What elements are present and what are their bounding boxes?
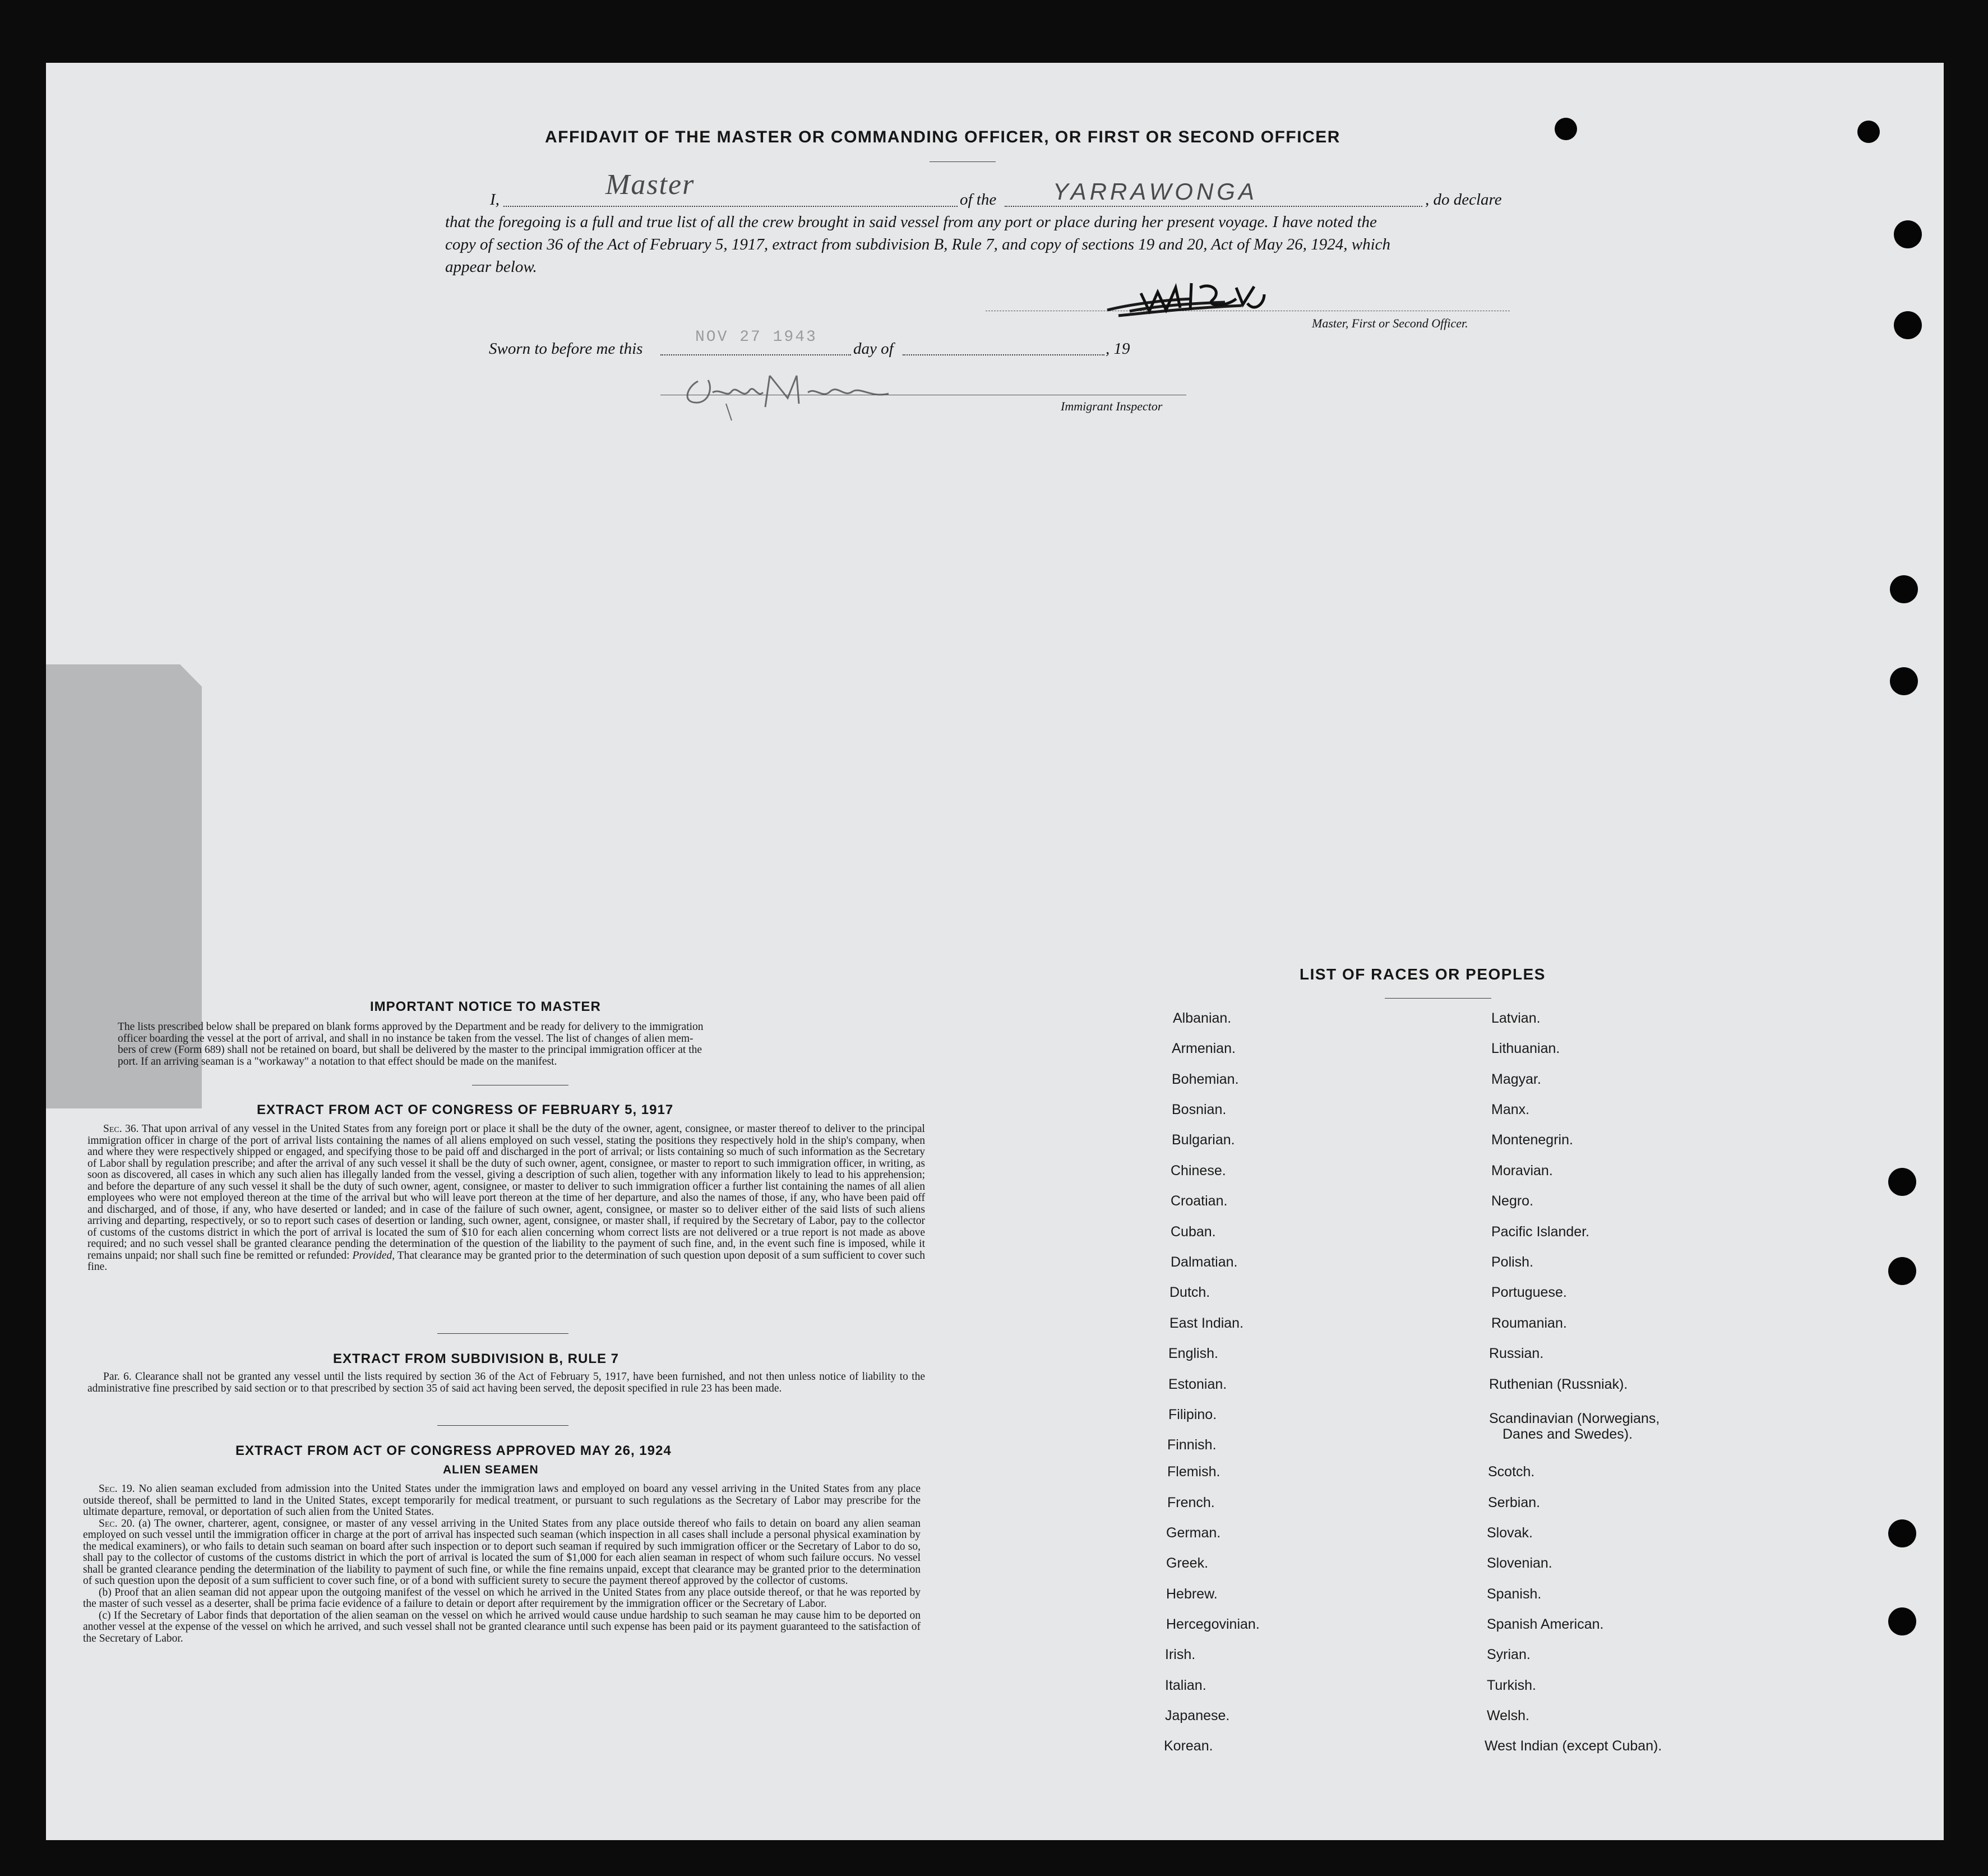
race-item: Portuguese. (1491, 1284, 1567, 1300)
race-item: Welsh. (1487, 1708, 1529, 1723)
race-item: Hercegovinian. (1166, 1616, 1260, 1632)
race-item: Armenian. (1172, 1041, 1236, 1056)
affidavit-body-line2: copy of section 36 of the Act of February 5, 1917, extract from subdivision B, Rule 7, and copy of sections 19 and 20, Act of May 26, 1924, which (445, 235, 1391, 253)
notice-title: IMPORTANT NOTICE TO MASTER (370, 999, 601, 1014)
punch-hole (1890, 667, 1918, 695)
races-title: LIST OF RACES OR PEOPLES (1300, 965, 1546, 983)
race-item: Estonian. (1168, 1376, 1227, 1392)
race-item: Moravian. (1491, 1163, 1553, 1179)
master-signature (1096, 271, 1281, 327)
race-item: Slovak. (1487, 1525, 1533, 1541)
race-item: Japanese. (1165, 1708, 1230, 1723)
race-item: Chinese. (1171, 1163, 1226, 1179)
sec19-text: No alien seaman excluded from admission into the United States under the immigration laws and employed on board any vessel arriving in the United States from any place outside thereof, shall be permitted to land in the United States, except temporarily for medical treatment, or pursuant to such regulations as the Secretary of Labor may prescribe for the ultimate departure, removal, or deportation of such alien from the United States. (83, 1483, 921, 1518)
race-item: French. (1167, 1495, 1215, 1510)
race-item: Manx. (1491, 1102, 1530, 1117)
race-item: Negro. (1491, 1193, 1534, 1209)
sec20a-paragraph (83, 1518, 921, 1587)
race-item: Croatian. (1171, 1193, 1228, 1209)
year-label: , 19 (1106, 340, 1130, 358)
extract-1917-body (87, 1124, 925, 1273)
races-title-divider (1385, 998, 1491, 999)
date-stamp: NOV 27 1943 (695, 329, 817, 346)
sec20b-text: (b) Proof that an alien seaman did not appear upon the outgoing manifest of the vessel on which he arrived in the United States from any place outside thereof, or that he was reported by the master of such vessel as a deserter, shall be prima facie evidence of a failure to detain or deport after requirement by the immigration officer or the Secretary of Labor. (83, 1586, 921, 1610)
race-item: Bosnian. (1172, 1102, 1227, 1117)
punch-hole (1894, 311, 1922, 339)
race-item: Spanish. (1487, 1586, 1542, 1602)
master-caption: Master, First or Second Officer. (1312, 316, 1468, 330)
race-item: Cuban. (1171, 1224, 1216, 1240)
race-item: Flemish. (1167, 1464, 1220, 1480)
sec19-paragraph (83, 1484, 921, 1518)
race-item: Serbian. (1488, 1495, 1541, 1510)
sworn-month-line (903, 354, 1104, 355)
vessel-name[interactable]: YARRAWONGA (1053, 178, 1257, 205)
of-the-label: of the (960, 191, 997, 209)
race-item: Polish. (1491, 1254, 1534, 1270)
sec20b-paragraph (83, 1587, 921, 1610)
declare-label: , do declare (1425, 191, 1502, 209)
punch-hole (1888, 1257, 1916, 1285)
extract-1924-body (83, 1484, 921, 1644)
extract-1917-title: EXTRACT FROM ACT OF CONGRESS OF FEBRUARY 5, 1917 (257, 1102, 674, 1117)
notice-line: port. If an arriving seaman is a "workaway" a notation to that effect should be made on the manifest. (118, 1055, 557, 1068)
race-item: Magyar. (1491, 1071, 1541, 1087)
sec20-label: Sec. 20. (99, 1517, 135, 1530)
sec36-label: Sec. 36. (103, 1123, 139, 1135)
race-item: Spanish American. (1487, 1616, 1604, 1632)
vessel-line (1005, 206, 1422, 207)
race-item: Greek. (1166, 1555, 1209, 1571)
race-item: Russian. (1489, 1346, 1544, 1361)
race-item: Lithuanian. (1491, 1041, 1560, 1056)
race-item: Pacific Islander. (1491, 1224, 1590, 1240)
race-item: Albanian. (1173, 1010, 1232, 1026)
notice-line: officer boarding the vessel at the port of arrival, and shall in no instance be taken from the vessel. The list of changes of alien mem- (118, 1032, 694, 1045)
section-divider (437, 1333, 568, 1334)
punch-hole (1888, 1168, 1916, 1196)
declarant-line (503, 206, 958, 207)
declarant-label: I, (490, 191, 500, 209)
race-item: Slovenian. (1487, 1555, 1552, 1571)
sec36-text-end: That clearance may be granted prior to the determination of such question upon deposit of a sum sufficient to cover such fine. (87, 1249, 925, 1273)
race-item: Bohemian. (1172, 1071, 1239, 1087)
race-item: Syrian. (1487, 1647, 1531, 1662)
sec20c-paragraph (83, 1610, 921, 1645)
race-item: Turkish. (1487, 1678, 1536, 1693)
punch-hole (1555, 118, 1577, 140)
provided-label: Provided, (352, 1249, 395, 1262)
inspector-signature-line (660, 394, 1186, 395)
punch-hole (1857, 121, 1880, 143)
notice-body (118, 1022, 925, 1068)
sworn-label: Sworn to before me this (489, 340, 643, 358)
race-item: Montenegrin. (1491, 1132, 1573, 1148)
sworn-date-line (660, 354, 851, 355)
alien-seamen-subtitle: ALIEN SEAMEN (443, 1463, 539, 1476)
affidavit-body-line3: appear below. (445, 258, 537, 276)
notice-line: The lists prescribed below shall be prepared on blank forms approved by the Department and be ready for delivery to the immigration (118, 1021, 704, 1033)
rule7-body (87, 1371, 925, 1394)
affidavit-body-line1: that the foregoing is a full and true list of all the crew brought in said vessel from any port or place during her present voyage. I have noted the (445, 213, 1377, 231)
race-item: Finnish. (1167, 1437, 1217, 1453)
race-item: Korean. (1164, 1738, 1213, 1754)
race-item: Italian. (1165, 1678, 1206, 1693)
race-item: Scandinavian (Norwegians, (1489, 1411, 1660, 1426)
inspector-caption: Immigrant Inspector (1061, 399, 1163, 413)
race-item: Scotch. (1488, 1464, 1535, 1480)
race-item: West Indian (except Cuban). (1485, 1738, 1662, 1754)
sec36-text: That upon arrival of any vessel in the United States from any foreign port or place it shall be the duty of the owner, agent, consignee, or master thereof to deliver to the principal immigration officer in charge of the port of arrival lists containing the names of all aliens employed on such vessel, stating the positions they respectively hold in the ship's company, when and where they were respectively shipped or engaged, and specifying those to be paid off and discharged in the port of arrival; or lists containing so much of such information as the Secretary of Labor shall by regulation prescribe; and after the arrival of any such vessel it shall be the duty of such owner, agent, consignee, or master to report to such immigration officer, in writing, as soon as discovered, all cases in which any such alien has illegally landed from the vessel, giving a description of such alien, together with any information likely to lead to his apprehension; and before the departure of any such vessel it shall be the duty of such owner, agent, consignee, or master to deliver to such immigration officer a further list containing the names of all alien employees who were not employed thereon at the time of the arrival but who will leave port thereon at the time of her departure, and also the names of those, if any, who have been paid off and discharged, and of those, if any, who have deserted or landed; and in case of the failure of such owner, agent, consignee, or master so to deliver either of the said lists of such aliens arriving and departing, respectively, or so to report such cases of desertion or landing, such owner, agent, consignee, or master shall, if required by the Secretary of Labor, pay to the collector of customs of the customs district in which the port of arrival is located the sum of $10 for each alien concerning whom correct lists are not delivered or a true report is not made as above required; and no such vessel shall be granted clearance pending the determination of the question of the liability to the payment of such fine, and, in the event such fine is imposed, while it remains unpaid; nor shall such fine be remitted or refunded: (87, 1123, 925, 1262)
race-item: Ruthenian (Russniak). (1489, 1376, 1628, 1392)
section-divider (437, 1425, 568, 1426)
declarant-value[interactable]: Master (605, 169, 695, 201)
punch-hole (1890, 575, 1918, 603)
day-of-label: day of (853, 340, 894, 358)
punch-hole (1888, 1607, 1916, 1635)
race-item: Latvian. (1491, 1010, 1541, 1026)
punch-hole (1894, 220, 1922, 248)
race-item: Irish. (1165, 1647, 1196, 1662)
sec19-label: Sec. 19. (99, 1483, 135, 1495)
affidavit-title: AFFIDAVIT OF THE MASTER OR COMMANDING OFFICER, OR FIRST OR SECOND OFFICER (545, 128, 1340, 146)
race-item: Roumanian. (1491, 1315, 1567, 1331)
rule7-title: EXTRACT FROM SUBDIVISION B, RULE 7 (333, 1351, 619, 1366)
sec20c-text: (c) If the Secretary of Labor finds that deportation of the alien seaman on the vessel on which he arrived would cause undue hardship to such seaman he may cause him to be deported on another vessel at the expense of the vessel on which he arrived, and such vessel shall not be granted clearance until such expense has been paid or its payment guaranteed to the satisfaction of the Secretary of Labor. (83, 1609, 921, 1644)
race-item: Danes and Swedes). (1502, 1426, 1633, 1442)
title-divider (930, 161, 996, 162)
race-item: Hebrew. (1166, 1586, 1218, 1602)
race-item: East Indian. (1169, 1315, 1244, 1331)
rule7-text: Par. 6. Clearance shall not be granted any vessel until the lists required by section 36 of the Act of February 5, 1917, have been furnished, and not then unless notice of liability to the administrative fine prescribed by said section or to that prescribed by section 35 of said act having been served, the deposit specified in rule 23 has been made. (87, 1371, 925, 1394)
race-item: Bulgarian. (1172, 1132, 1235, 1148)
race-item: Dalmatian. (1171, 1254, 1238, 1270)
extract-1924-title: EXTRACT FROM ACT OF CONGRESS APPROVED MAY 26, 1924 (235, 1443, 672, 1458)
race-item: Filipino. (1168, 1407, 1217, 1422)
race-item: German. (1166, 1525, 1221, 1541)
punch-hole (1888, 1519, 1916, 1547)
race-item: English. (1168, 1346, 1218, 1361)
inspector-signature (676, 359, 911, 426)
sec20a-text: (a) The owner, charterer, agent, consignee, or master of any vessel arriving in the United States from any place outside thereof who fails to detain on board any alien seaman employed on such vessel until the immigration officer in charge at the port of arrival has inspected such seaman (which inspection in all cases shall include a personal physical examination by the medical examiners), or who fails to detain such seaman on board after such inspection or to deport such seaman if required by such immigration officer or the Secretary of Labor to do so, shall pay to the collector of customs of the customs district in which the port of arrival is located the sum of $1,000 for each alien seaman in respect of whom such failure occurs. No vessel shall be granted clearance pending the determination of the liability to payment of such fine, or while the fine remains unpaid, except that clearance may be granted prior to the determination of such question upon the deposit of a sum sufficient to cover such fine, or of a bond with sufficient surety to secure the payment thereof approved by the collector of customs. (83, 1517, 921, 1587)
race-item: Dutch. (1169, 1284, 1210, 1300)
notice-line: bers of crew (Form 689) shall not be retained on board, but shall be delivered by the master to the principal immigration officer at the (118, 1044, 702, 1056)
